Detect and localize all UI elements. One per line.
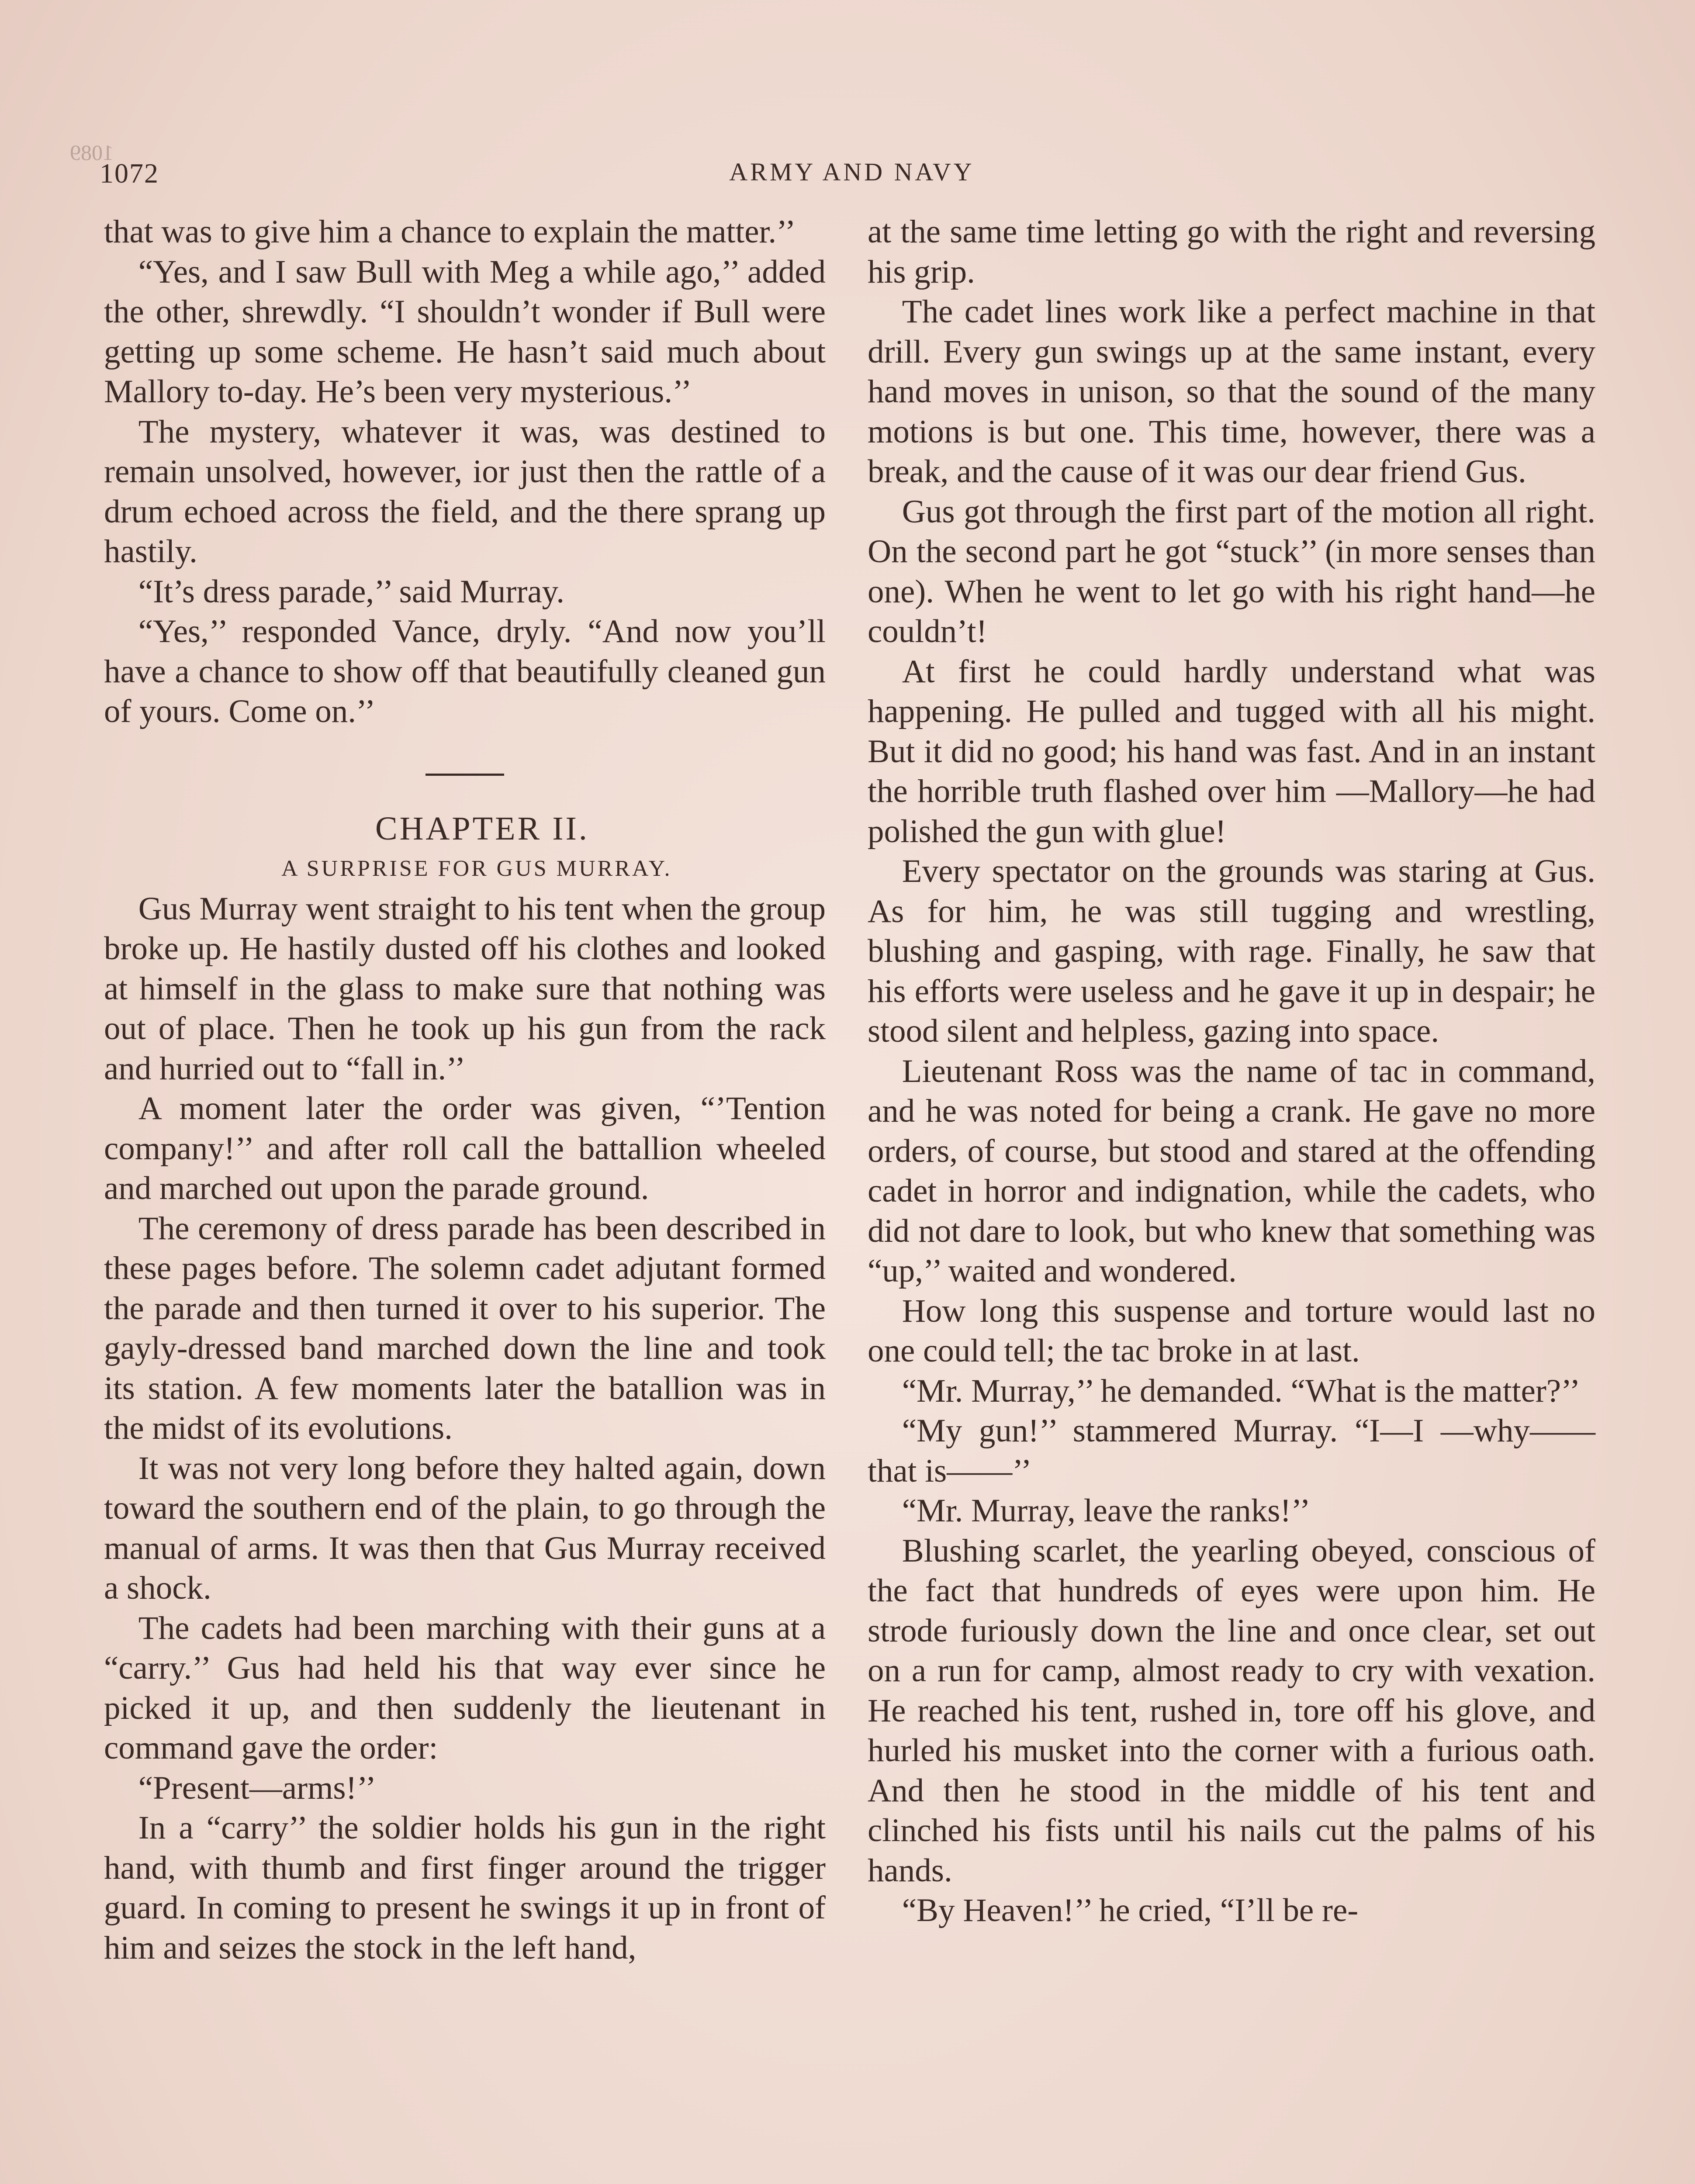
paragraph: The ceremony of dress parade has been described in these pages before. The solemn cadet adjutant formed the parade and then turned it over to his superior. The gayly-dressed band marched down the line and took its station. A few moments later the batallion was in the midst of its evolutions. [104,1210,826,1446]
paragraph: The cadet lines work like a perfect machine in that drill. Every gun swings up at the same instant, every hand moves in unison, so that the sound of the many motions is but one. This time, however, there was a break, and the cause of it was our dear friend Gus. [868,294,1595,490]
paragraph: It was not very long before they halted again, down toward the southern end of the plain, to go through the manual of arms. It was then that Gus Murray received a shock. [104,1450,826,1606]
running-head: ARMY AND NAVY [729,158,975,186]
bleed-through-mark: 1089 [70,140,114,165]
paragraph: Lieutenant Ross was the name of tac in command, and he was noted for being a crank. He gave no more orders, of course, but stood and stared at the offending cadet in horror and indignation, while the cadets, who did not dare to look, but who knew that something was “up,’’ waited and wondered. [868,1053,1595,1289]
paragraph: “Yes,’’ responded Vance, dryly. “And now you’ll have a chance to show off that beautifully cleaned gun of yours. Come on.’’ [104,613,826,729]
left-column-chapter-text [104,889,826,1968]
paragraph: Gus got through the first part of the motion all right. On the second part he got “stuck’’ (in more senses than one). When he went to let go with his right hand—he couldn’t! [868,493,1595,650]
section-rule [425,774,504,776]
chapter-subtitle: A SURPRISE FOR GUS MURRAY. [281,856,672,881]
paragraph: At first he could hardly understand what was happening. He pulled and tugged with all his might. But it did no good; his hand was fast. And in an instant the horrible truth flashed over him —Mallory—he had polished the gun with glue! [868,653,1595,850]
paragraph: In a “carry’’ the soldier holds his gun in the right hand, with thumb and first finger around the trigger guard. In coming to present he swings it up in front of him and seizes the stock in the left hand, [104,1810,826,1966]
page-number: 1072 [100,158,159,189]
left-column-text [104,212,826,732]
left-column [104,212,826,1968]
paragraph: The cadets had been marching with their guns at a “carry.’’ Gus had held his that way ever since he picked it up, and then suddenly the lieutenant in command gave the order: [104,1610,826,1766]
paragraph: Gus Murray went straight to his tent when the group broke up. He hastily dusted off his clothes and looked at himself in the glass to make sure that nothing was out of place. Then he took up his gun from the rack and hurried out to “fall in.’’ [104,890,826,1087]
chapter-title: CHAPTER II. [375,810,589,847]
paragraph: “Present—arms!’’ [138,1769,376,1806]
paragraph: “It’s dress parade,’’ said Murray. [138,573,565,610]
paragraph: “By Heaven!’’ he cried, “I’ll be re- [902,1892,1359,1928]
paragraph: Blushing scarlet, the yearling obeyed, conscious of the fact that hundreds of eyes were upon him. He strode furiously down the line and once clear, set out on a run for camp, almost ready to cry with vexation. He reached his tent, rushed in, tore off his glove, and hurled his musket into the corner with a furious oath. And then he stood in the middle of his tent and clinched his fists until his nails cut the palms of his hands. [868,1532,1595,1889]
paragraph: “Mr. Murray,’’ he demanded. “What is the matter?’’ [902,1372,1581,1409]
right-column [868,212,1595,1931]
paragraph: “My gun!’’ stammered Murray. “I—I —why——that is——’’ [868,1413,1595,1489]
paragraph: “Yes, and I saw Bull with Meg a while ago,’’ added the other, shrewdly. “I shouldn’t wonder if Bull were getting up some scheme. He hasn’t said much about Mallory to-day. He’s been very mysterious.’’ [104,253,826,410]
paragraph: at the same time letting go with the right and reversing his grip. [868,214,1595,290]
paragraph: “Mr. Murray, leave the ranks!’’ [902,1493,1311,1529]
paragraph: that was to give him a chance to explain the matter.’’ [104,214,796,250]
paragraph: How long this suspense and torture would last no one could tell; the tac broke in at last. [868,1292,1595,1369]
paragraph: The mystery, whatever it was, was destined to remain unsolved, however, ior just then the rattle of a drum echoed across the field, and the there sprang up hastily. [104,413,826,570]
right-column-text [868,212,1595,1931]
paragraph: Every spectator on the grounds was staring at Gus. As for him, he was still tugging and wrestling, blushing and gasping, with rage. Finally, he saw that his efforts were useless and he gave it up in despair; he stood silent and helpless, gazing into space. [868,853,1595,1049]
paragraph: A moment later the order was given, “’Tention company!’’ and after roll call the battallion wheeled and marched out upon the parade ground. [104,1090,826,1206]
